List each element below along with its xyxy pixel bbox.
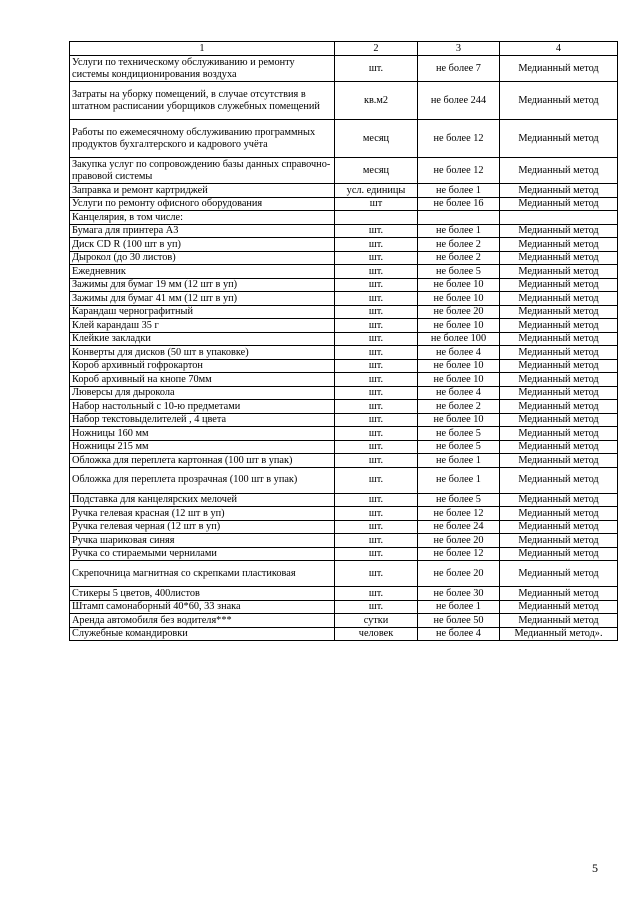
header-col-4: 4 [500, 42, 618, 56]
method-cell: Медианный метод [500, 427, 618, 441]
quantity-cell: не более 100 [418, 332, 500, 346]
quantity-cell: не более 1 [418, 600, 500, 614]
item-name-cell: Канцелярия, в том числе: [70, 211, 335, 225]
quantity-cell: не более 10 [418, 359, 500, 373]
unit-cell: шт. [335, 305, 418, 319]
method-cell [500, 211, 618, 225]
quantity-cell: не более 24 [418, 520, 500, 534]
item-name-cell: Люверсы для дырокола [70, 386, 335, 400]
unit-cell: усл. единицы [335, 184, 418, 198]
unit-cell: шт. [335, 278, 418, 292]
table-row [70, 373, 618, 387]
item-name-cell: Клейкие закладки [70, 332, 335, 346]
table-row [70, 197, 618, 211]
table-row [70, 386, 618, 400]
method-cell: Медианный метод [500, 197, 618, 211]
unit-cell: шт. [335, 265, 418, 279]
method-cell: Медианный метод [500, 467, 618, 493]
header-row [70, 42, 618, 56]
unit-cell: шт. [335, 224, 418, 238]
method-cell: Медианный метод [500, 56, 618, 82]
item-name-cell: Ежедневник [70, 265, 335, 279]
item-name-cell: Бумага для принтера А3 [70, 224, 335, 238]
table-row [70, 413, 618, 427]
page-number: 5 [592, 861, 598, 875]
table-row [70, 238, 618, 252]
quantity-cell: не более 4 [418, 346, 500, 360]
quantity-cell: не более 12 [418, 547, 500, 561]
method-cell: Медианный метод [500, 251, 618, 265]
item-name-cell: Скрепочница магнитная со скрепками пластиковая [70, 561, 335, 587]
method-cell: Медианный метод [500, 278, 618, 292]
header-col-2: 2 [335, 42, 418, 56]
item-name-cell: Обложка для переплета картонная (100 шт в упак) [70, 454, 335, 468]
item-name-cell: Подставка для канцелярских мелочей [70, 493, 335, 507]
unit-cell: шт. [335, 587, 418, 601]
quantity-cell [418, 211, 500, 225]
item-name-cell: Услуги по ремонту офисного оборудования [70, 197, 335, 211]
table-row [70, 614, 618, 628]
item-name-cell: Работы по ежемесячному обслуживанию программных продуктов бухгалтерского и кадрового учёта [70, 120, 335, 158]
unit-cell: шт. [335, 292, 418, 306]
item-name-cell: Ручка со стираемыми чернилами [70, 547, 335, 561]
unit-cell: шт. [335, 440, 418, 454]
unit-cell: человек [335, 627, 418, 641]
table-row [70, 507, 618, 521]
table-row [70, 305, 618, 319]
method-cell: Медианный метод [500, 292, 618, 306]
method-cell: Медианный метод [500, 547, 618, 561]
table-row [70, 120, 618, 158]
unit-cell: месяц [335, 158, 418, 184]
unit-cell: шт. [335, 413, 418, 427]
unit-cell: шт. [335, 507, 418, 521]
method-cell: Медианный метод [500, 332, 618, 346]
item-name-cell: Диск CD R (100 шт в уп) [70, 238, 335, 252]
table-row [70, 454, 618, 468]
item-name-cell: Затраты на уборку помещений, в случае отсутствия в штатном расписании уборщиков служебных помещений [70, 82, 335, 120]
table-row [70, 547, 618, 561]
quantity-cell: не более 20 [418, 305, 500, 319]
unit-cell: шт. [335, 520, 418, 534]
unit-cell: сутки [335, 614, 418, 628]
method-cell: Медианный метод [500, 520, 618, 534]
item-name-cell: Короб архивный гофрокартон [70, 359, 335, 373]
method-cell: Медианный метод [500, 158, 618, 184]
unit-cell: шт. [335, 238, 418, 252]
header-col-3: 3 [418, 42, 500, 56]
unit-cell: шт. [335, 319, 418, 333]
unit-cell: шт. [335, 547, 418, 561]
method-cell: Медианный метод [500, 587, 618, 601]
table-row [70, 440, 618, 454]
unit-cell: шт. [335, 561, 418, 587]
item-name-cell: Аренда автомобиля без водителя*** [70, 614, 335, 628]
unit-cell: шт. [335, 332, 418, 346]
method-cell: Медианный метод [500, 120, 618, 158]
unit-cell: шт. [335, 427, 418, 441]
table-row [70, 332, 618, 346]
quantity-cell: не более 1 [418, 454, 500, 468]
unit-cell: шт. [335, 56, 418, 82]
quantity-cell: не более 7 [418, 56, 500, 82]
item-name-cell: Ручка гелевая красная (12 шт в уп) [70, 507, 335, 521]
quantity-cell: не более 4 [418, 627, 500, 641]
method-cell: Медианный метод [500, 454, 618, 468]
unit-cell: шт. [335, 346, 418, 360]
table-row [70, 278, 618, 292]
item-name-cell: Набор настольный с 10-ю предметами [70, 400, 335, 414]
table-row [70, 587, 618, 601]
quantity-cell: не более 10 [418, 292, 500, 306]
item-name-cell: Карандаш чернографитный [70, 305, 335, 319]
quantity-cell: не более 1 [418, 467, 500, 493]
method-cell: Медианный метод [500, 440, 618, 454]
item-name-cell: Стикеры 5 цветов, 400листов [70, 587, 335, 601]
quantity-cell: не более 10 [418, 373, 500, 387]
method-cell: Медианный метод [500, 493, 618, 507]
table-row [70, 211, 618, 225]
item-name-cell: Закупка услуг по сопровождению базы данных справочно-правовой системы [70, 158, 335, 184]
header-col-1: 1 [70, 42, 335, 56]
table-row [70, 493, 618, 507]
unit-cell: шт. [335, 386, 418, 400]
unit-cell: шт [335, 197, 418, 211]
table-row [70, 520, 618, 534]
unit-cell: кв.м2 [335, 82, 418, 120]
method-cell: Медианный метод [500, 507, 618, 521]
method-cell: Медианный метод [500, 319, 618, 333]
method-cell: Медианный метод [500, 373, 618, 387]
unit-cell: шт. [335, 454, 418, 468]
unit-cell: шт. [335, 359, 418, 373]
table-row [70, 427, 618, 441]
expense-norms-table [69, 41, 618, 641]
quantity-cell: не более 16 [418, 197, 500, 211]
unit-cell: месяц [335, 120, 418, 158]
table-row [70, 224, 618, 238]
item-name-cell: Короб архивный на кнопе 70мм [70, 373, 335, 387]
method-cell: Медианный метод [500, 305, 618, 319]
item-name-cell: Служебные командировки [70, 627, 335, 641]
unit-cell: шт. [335, 600, 418, 614]
quantity-cell: не более 10 [418, 278, 500, 292]
unit-cell: шт. [335, 493, 418, 507]
quantity-cell: не более 20 [418, 534, 500, 548]
table-row [70, 319, 618, 333]
quantity-cell: не более 5 [418, 440, 500, 454]
unit-cell: шт. [335, 251, 418, 265]
item-name-cell: Дырокол (до 30 листов) [70, 251, 335, 265]
method-cell: Медианный метод [500, 224, 618, 238]
item-name-cell: Заправка и ремонт картриджей [70, 184, 335, 198]
table-row [70, 534, 618, 548]
table-row [70, 467, 618, 493]
method-cell: Медианный метод [500, 238, 618, 252]
item-name-cell: Зажимы для бумаг 19 мм (12 шт в уп) [70, 278, 335, 292]
method-cell: Медианный метод [500, 400, 618, 414]
table-row [70, 400, 618, 414]
item-name-cell: Зажимы для бумаг 41 мм (12 шт в уп) [70, 292, 335, 306]
method-cell: Медианный метод [500, 614, 618, 628]
table-row [70, 627, 618, 641]
quantity-cell: не более 4 [418, 386, 500, 400]
table-row [70, 158, 618, 184]
quantity-cell: не более 1 [418, 224, 500, 238]
quantity-cell: не более 5 [418, 265, 500, 279]
quantity-cell: не более 5 [418, 427, 500, 441]
table-header [70, 42, 618, 56]
item-name-cell: Ножницы 160 мм [70, 427, 335, 441]
quantity-cell: не более 12 [418, 120, 500, 158]
quantity-cell: не более 2 [418, 251, 500, 265]
unit-cell: шт. [335, 373, 418, 387]
table-row [70, 359, 618, 373]
method-cell: Медианный метод [500, 184, 618, 198]
table-row [70, 346, 618, 360]
method-cell: Медианный метод». [500, 627, 618, 641]
method-cell: Медианный метод [500, 82, 618, 120]
item-name-cell: Клей карандаш 35 г [70, 319, 335, 333]
table-row [70, 265, 618, 279]
table-row [70, 184, 618, 198]
quantity-cell: не более 2 [418, 400, 500, 414]
method-cell: Медианный метод [500, 359, 618, 373]
method-cell: Медианный метод [500, 346, 618, 360]
table-row [70, 292, 618, 306]
quantity-cell: не более 10 [418, 319, 500, 333]
quantity-cell: не более 5 [418, 493, 500, 507]
quantity-cell: не более 2 [418, 238, 500, 252]
item-name-cell: Ручка гелевая черная (12 шт в уп) [70, 520, 335, 534]
unit-cell [335, 211, 418, 225]
table-row [70, 56, 618, 82]
quantity-cell: не более 10 [418, 413, 500, 427]
quantity-cell: не более 30 [418, 587, 500, 601]
unit-cell: шт. [335, 534, 418, 548]
quantity-cell: не более 12 [418, 507, 500, 521]
method-cell: Медианный метод [500, 534, 618, 548]
item-name-cell: Штамп самонаборный 40*60, 33 знака [70, 600, 335, 614]
unit-cell: шт. [335, 467, 418, 493]
quantity-cell: не более 50 [418, 614, 500, 628]
method-cell: Медианный метод [500, 561, 618, 587]
table-row [70, 251, 618, 265]
method-cell: Медианный метод [500, 600, 618, 614]
quantity-cell: не более 20 [418, 561, 500, 587]
quantity-cell: не более 12 [418, 158, 500, 184]
item-name-cell: Конверты для дисков (50 шт в упаковке) [70, 346, 335, 360]
table-row [70, 600, 618, 614]
method-cell: Медианный метод [500, 386, 618, 400]
table-body [70, 56, 618, 641]
quantity-cell: не более 244 [418, 82, 500, 120]
item-name-cell: Ручка шариковая синяя [70, 534, 335, 548]
quantity-cell: не более 1 [418, 184, 500, 198]
item-name-cell: Услуги по техническому обслуживанию и ремонту системы кондиционирования воздуха [70, 56, 335, 82]
item-name-cell: Ножницы 215 мм [70, 440, 335, 454]
method-cell: Медианный метод [500, 265, 618, 279]
method-cell: Медианный метод [500, 413, 618, 427]
unit-cell: шт. [335, 400, 418, 414]
table-row [70, 561, 618, 587]
item-name-cell: Набор текстовыделителей , 4 цвета [70, 413, 335, 427]
item-name-cell: Обложка для переплета прозрачная (100 шт в упак) [70, 467, 335, 493]
table-row [70, 82, 618, 120]
